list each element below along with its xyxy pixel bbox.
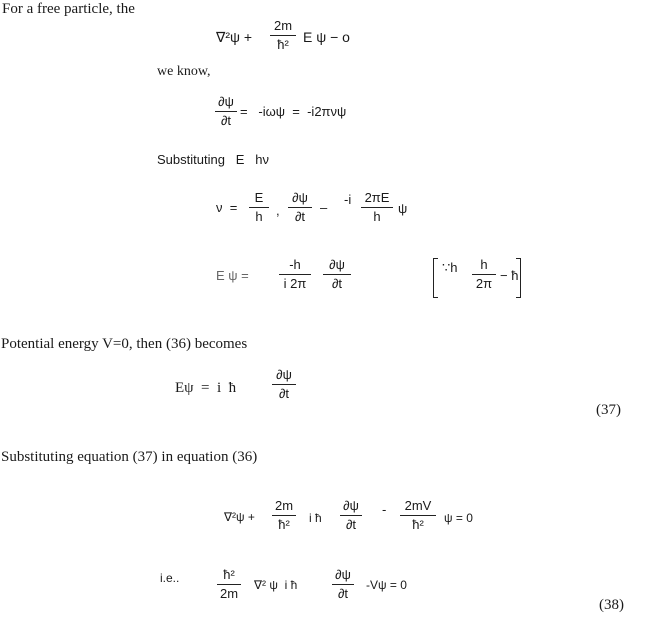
eq38-mid: ∇² ψ i ħ	[254, 578, 298, 592]
eq38-f2-num: ∂ψ	[335, 567, 351, 582]
eq3-f3-num: 2πE	[364, 190, 390, 205]
eq5-f2-den: ∂t	[345, 517, 357, 532]
eq4-f2-den: ∂t	[331, 276, 343, 291]
eq4-f1-num: -h	[289, 257, 301, 272]
eq3-nu: ν =	[216, 200, 238, 215]
eq1-rhs: E ψ − o	[303, 29, 350, 45]
eq37-frac-bar	[272, 384, 296, 385]
eq1-frac-bar	[270, 35, 296, 36]
eq38-fraction-1	[217, 567, 241, 602]
eq3-f1-den: h	[255, 209, 263, 224]
eq2-frac-den: ∂t	[220, 113, 232, 128]
eq2-frac-num: ∂ψ	[218, 94, 234, 109]
eq4-f2-num: ∂ψ	[329, 257, 345, 272]
eq5-f1-bar	[272, 515, 296, 516]
eq4-because: ∵h	[442, 260, 458, 275]
eq5-fraction-1	[272, 498, 296, 533]
eq4-f2-bar	[323, 274, 351, 275]
eq38-f2-den: ∂t	[337, 586, 349, 601]
eq2-fraction	[215, 94, 237, 129]
eq3-minus-i: -i	[344, 192, 352, 207]
eq37-fraction	[272, 367, 296, 402]
eq4-fraction-1	[279, 257, 311, 292]
eq4-f1-den: i 2π	[283, 276, 307, 291]
eq4-left-bracket	[433, 258, 438, 298]
intro-text: For a free particle, the	[2, 1, 135, 17]
eq4-bracket-fraction	[472, 257, 496, 292]
eq4-f1-bar	[279, 274, 311, 275]
eq4-bracket-rest: − ħ	[500, 268, 519, 283]
eq38-ie: i.e..	[160, 571, 180, 585]
eq38-f1-num: ħ²	[223, 567, 235, 582]
eq5-f2-num: ∂ψ	[343, 498, 359, 513]
eq5-lhs: ∇²ψ +	[224, 510, 255, 524]
potential-energy-text: Potential energy V=0, then (36) becomes	[1, 336, 248, 352]
eq2-rest: = -iωψ = -i2πνψ	[240, 104, 347, 119]
eq3-fraction-1	[249, 190, 269, 225]
eq2-frac-bar	[215, 111, 237, 112]
eq4-right-bracket	[516, 258, 521, 298]
eq4-br-num: h	[480, 257, 488, 272]
eq37-frac-den: ∂t	[278, 386, 290, 401]
eq1-frac-den: ħ²	[277, 37, 289, 52]
eq3-fraction-3	[361, 190, 393, 225]
eq3-f3-den: h	[373, 209, 381, 224]
eq38-f2-bar	[332, 584, 354, 585]
eq3-fraction-2	[288, 190, 312, 225]
eq5-f3-bar	[400, 515, 436, 516]
eq5-fraction-2	[340, 498, 362, 533]
eq38-f1-bar	[217, 584, 241, 585]
eq3-f1-bar	[249, 207, 269, 208]
eq38-fraction-2	[332, 567, 354, 602]
eq5-f1-den: ħ²	[278, 517, 290, 532]
eq5-rhs: ψ = 0	[444, 511, 473, 525]
substituting-text-2: Substituting equation (37) in equation (36)	[1, 449, 258, 465]
eq38-rhs: -Vψ = 0	[366, 578, 407, 592]
eq5-f3-den: ħ²	[412, 517, 424, 532]
substituting-text-1: Substituting E hν	[157, 152, 270, 167]
eq5-ih: i ħ	[309, 511, 322, 525]
eq3-dash: –	[320, 200, 328, 215]
eq4-br-bar	[472, 274, 496, 275]
eq5-f1-num: 2m	[274, 498, 294, 513]
eq3-f3-bar	[361, 207, 393, 208]
eq3-comma: ,	[276, 203, 280, 218]
we-know-text: we know,	[157, 64, 211, 79]
eq3-f2-num: ∂ψ	[292, 190, 308, 205]
eq3-f2-den: ∂t	[294, 209, 306, 224]
eq5-f3-num: 2mV	[404, 498, 432, 513]
eq4-br-den: 2π	[475, 276, 493, 291]
eq38-label: (38)	[599, 597, 624, 613]
eq4-lhs: E ψ =	[216, 268, 249, 283]
eq37-lhs: Eψ = i ħ	[175, 380, 237, 396]
eq38-f1-den: 2m	[219, 586, 239, 601]
eq1-frac-num: 2m	[273, 18, 293, 33]
eq3-f2-bar	[288, 207, 312, 208]
eq1-fraction	[270, 18, 296, 53]
eq4-fraction-2	[323, 257, 351, 292]
eq5-minus: -	[382, 502, 387, 517]
eq37-frac-num: ∂ψ	[276, 367, 292, 382]
eq5-f2-bar	[340, 515, 362, 516]
eq37-label: (37)	[596, 402, 621, 418]
eq3-psi: ψ	[398, 201, 408, 216]
eq5-fraction-3	[400, 498, 436, 533]
eq3-f1-num: E	[254, 190, 264, 205]
eq1-lhs: ∇²ψ +	[216, 29, 253, 45]
